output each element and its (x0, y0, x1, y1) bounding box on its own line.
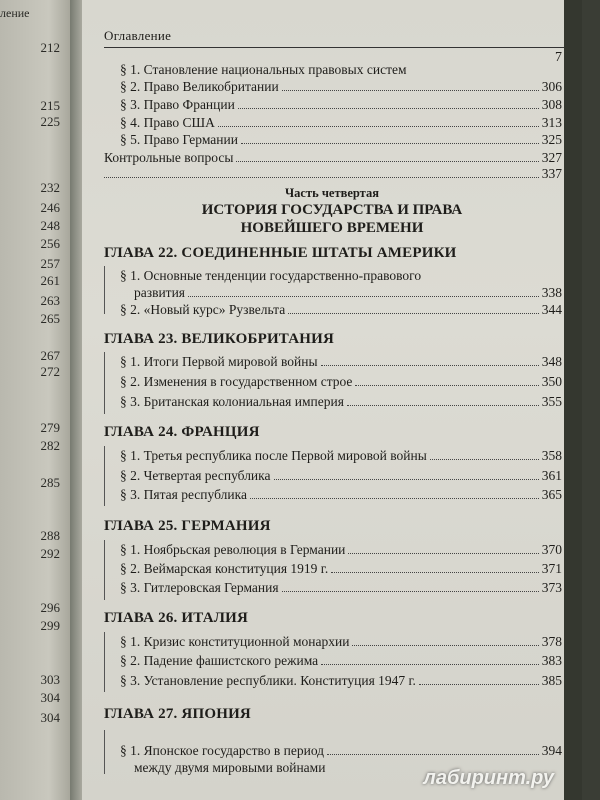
chapter-heading[interactable]: ГЛАВА 26. ИТАЛИЯ (104, 610, 249, 626)
prev-page-number: 256 (40, 236, 60, 251)
toc-entry-page: 325 (541, 132, 562, 147)
toc-entry[interactable] (120, 468, 562, 484)
prev-page-number: 303 (40, 672, 60, 687)
toc-entry[interactable] (120, 653, 562, 669)
chapter-heading[interactable]: ГЛАВА 25. ГЕРМАНИЯ (104, 518, 271, 534)
prev-page-number: 288 (40, 528, 60, 543)
toc-entry-continuation: между двумя мировыми войнами (134, 760, 326, 775)
toc-entry-page: 394 (541, 743, 562, 758)
toc-entry[interactable] (120, 62, 562, 78)
prev-page-number: 304 (40, 690, 60, 705)
toc-entry-control-questions[interactable] (104, 150, 562, 166)
part-label: Часть четвертая (285, 186, 379, 200)
toc-page (82, 0, 582, 800)
toc-entry-page: 371 (541, 561, 562, 576)
prev-page-number: 232 (40, 180, 60, 195)
toc-entry-title: § 2. Четвертая республика (120, 468, 271, 483)
watermark: лабиринт.ру (423, 767, 554, 789)
toc-entry[interactable] (120, 487, 562, 503)
toc-entry-title: § 1. Японское государство в период (120, 743, 325, 758)
toc-entry[interactable] (120, 561, 562, 577)
toc-entry-title: § 3. Пятая республика (120, 487, 247, 502)
header-rule (104, 47, 564, 48)
prev-page-number: 248 (40, 218, 60, 233)
prev-page-number: 246 (40, 200, 60, 215)
toc-entry[interactable] (120, 743, 562, 759)
section-bracket (104, 730, 117, 774)
page-number: 7 (555, 50, 562, 65)
toc-entry-title: § 2. «Новый курс» Рузвельта (120, 302, 286, 317)
section-bracket (104, 632, 117, 692)
toc-entry-title: развития (134, 285, 186, 300)
toc-entry-title: § 1. Итоги Первой мировой войны (120, 354, 318, 369)
toc-entry[interactable] (120, 354, 562, 370)
prev-page-number: 282 (40, 438, 60, 453)
section-bracket (104, 266, 117, 314)
chapter-heading[interactable]: ГЛАВА 24. ФРАНЦИЯ (104, 424, 260, 440)
prev-page-header: ление (0, 6, 30, 20)
chapter-heading[interactable]: ГЛАВА 23. ВЕЛИКОБРИТАНИЯ (104, 331, 335, 347)
part-title-line-1: ИСТОРИЯ ГОСУДАРСТВА И ПРАВА (201, 202, 463, 218)
part-title-line-2: НОВЕЙШЕГО ВРЕМЕНИ (240, 220, 424, 236)
previous-page-edge (0, 0, 70, 800)
section-bracket (104, 540, 117, 600)
section-bracket (104, 352, 117, 414)
toc-entry-title: § 3. Право Франции (120, 97, 235, 112)
toc-entry-title: § 1. Основные тенденции государственно-правового (120, 268, 422, 283)
toc-entry-page: 338 (541, 285, 562, 300)
toc-entry-title: § 1. Кризис конституционной монархии (120, 634, 350, 649)
toc-entry[interactable] (120, 634, 562, 650)
toc-entry-page: 365 (541, 487, 562, 502)
toc-entry-page: 378 (541, 634, 562, 649)
toc-entry-title: § 4. Право США (120, 115, 215, 130)
toc-entry[interactable] (120, 97, 562, 113)
toc-entry-title: § 1. Становление национальных правовых систем (120, 62, 407, 77)
toc-entry-page: 348 (541, 354, 562, 369)
prev-page-number: 261 (40, 273, 60, 288)
toc-entry-title: § 1. Третья республика после Первой мировой войны (120, 448, 427, 463)
running-header: Оглавление (104, 28, 172, 43)
toc-entry-page: 337 (541, 166, 562, 181)
toc-entry-title: § 2. Падение фашистского режима (120, 653, 319, 668)
prev-page-number: 292 (40, 546, 60, 561)
toc-entry[interactable] (120, 115, 562, 131)
chapter-heading[interactable]: ГЛАВА 27. ЯПОНИЯ (104, 706, 251, 722)
toc-entry-title: § 3. Установление республики. Конституция 1947 г. (120, 673, 416, 688)
prev-page-number: 263 (40, 293, 60, 308)
toc-entry-page: 344 (541, 302, 562, 317)
toc-entry[interactable] (120, 374, 562, 390)
prev-page-number: 285 (40, 475, 60, 490)
toc-entry-page: 383 (541, 653, 562, 668)
prev-page-number: 299 (40, 618, 60, 633)
section-bracket (104, 446, 117, 506)
toc-entry-title: § 2. Веймарская конституция 1919 г. (120, 561, 329, 576)
prev-page-number: 265 (40, 311, 60, 326)
toc-entry-continuation[interactable] (134, 285, 562, 301)
toc-entry-page: 358 (541, 448, 562, 463)
toc-entry[interactable] (120, 79, 562, 95)
toc-entry-page: 308 (541, 97, 562, 112)
toc-entry-title: § 2. Право Великобритании (120, 79, 279, 94)
toc-entry[interactable] (120, 394, 562, 410)
toc-entry[interactable] (120, 580, 562, 596)
prev-page-number: 296 (40, 600, 60, 615)
prev-page-number: 267 (40, 348, 60, 363)
toc-entry[interactable] (120, 302, 562, 318)
toc-entry[interactable] (120, 132, 562, 148)
toc-entry-page: 313 (541, 115, 562, 130)
toc-entry-title: § 3. Гитлеровская Германия (120, 580, 279, 595)
toc-entry-page: 327 (541, 150, 562, 165)
toc-entry-page: 370 (541, 542, 562, 557)
prev-page-number: 272 (40, 364, 60, 379)
book-gutter (70, 0, 82, 800)
toc-entry-title: § 1. Ноябрьская революция в Германии (120, 542, 346, 557)
toc-entry-page: 306 (541, 79, 562, 94)
toc-entry-continuation[interactable] (104, 166, 562, 182)
toc-entry-page: 350 (541, 374, 562, 389)
toc-entry-page: 385 (541, 673, 562, 688)
prev-page-number: 225 (40, 114, 60, 129)
prev-page-number: 212 (40, 40, 60, 55)
prev-page-number: 304 (40, 710, 60, 725)
toc-entry-title: § 2. Изменения в государственном строе (120, 374, 353, 389)
toc-entry-page: 361 (541, 468, 562, 483)
toc-entry[interactable] (120, 542, 562, 558)
toc-entry-title: § 3. Британская колониальная империя (120, 394, 344, 409)
toc-entry-title: Контрольные вопросы (104, 150, 234, 165)
prev-page-number: 279 (40, 420, 60, 435)
toc-entry[interactable] (120, 268, 562, 284)
toc-entry[interactable] (120, 673, 562, 689)
prev-page-number: 215 (40, 98, 60, 113)
toc-entry[interactable] (120, 448, 562, 464)
toc-entry-page: 373 (541, 580, 562, 595)
chapter-heading[interactable]: ГЛАВА 22. СОЕДИНЕННЫЕ ШТАТЫ АМЕРИКИ (104, 245, 457, 261)
book-spine-shadow (564, 0, 582, 800)
prev-page-number: 257 (40, 256, 60, 271)
toc-entry-page: 355 (541, 394, 562, 409)
toc-entry-title: § 5. Право Германии (120, 132, 238, 147)
